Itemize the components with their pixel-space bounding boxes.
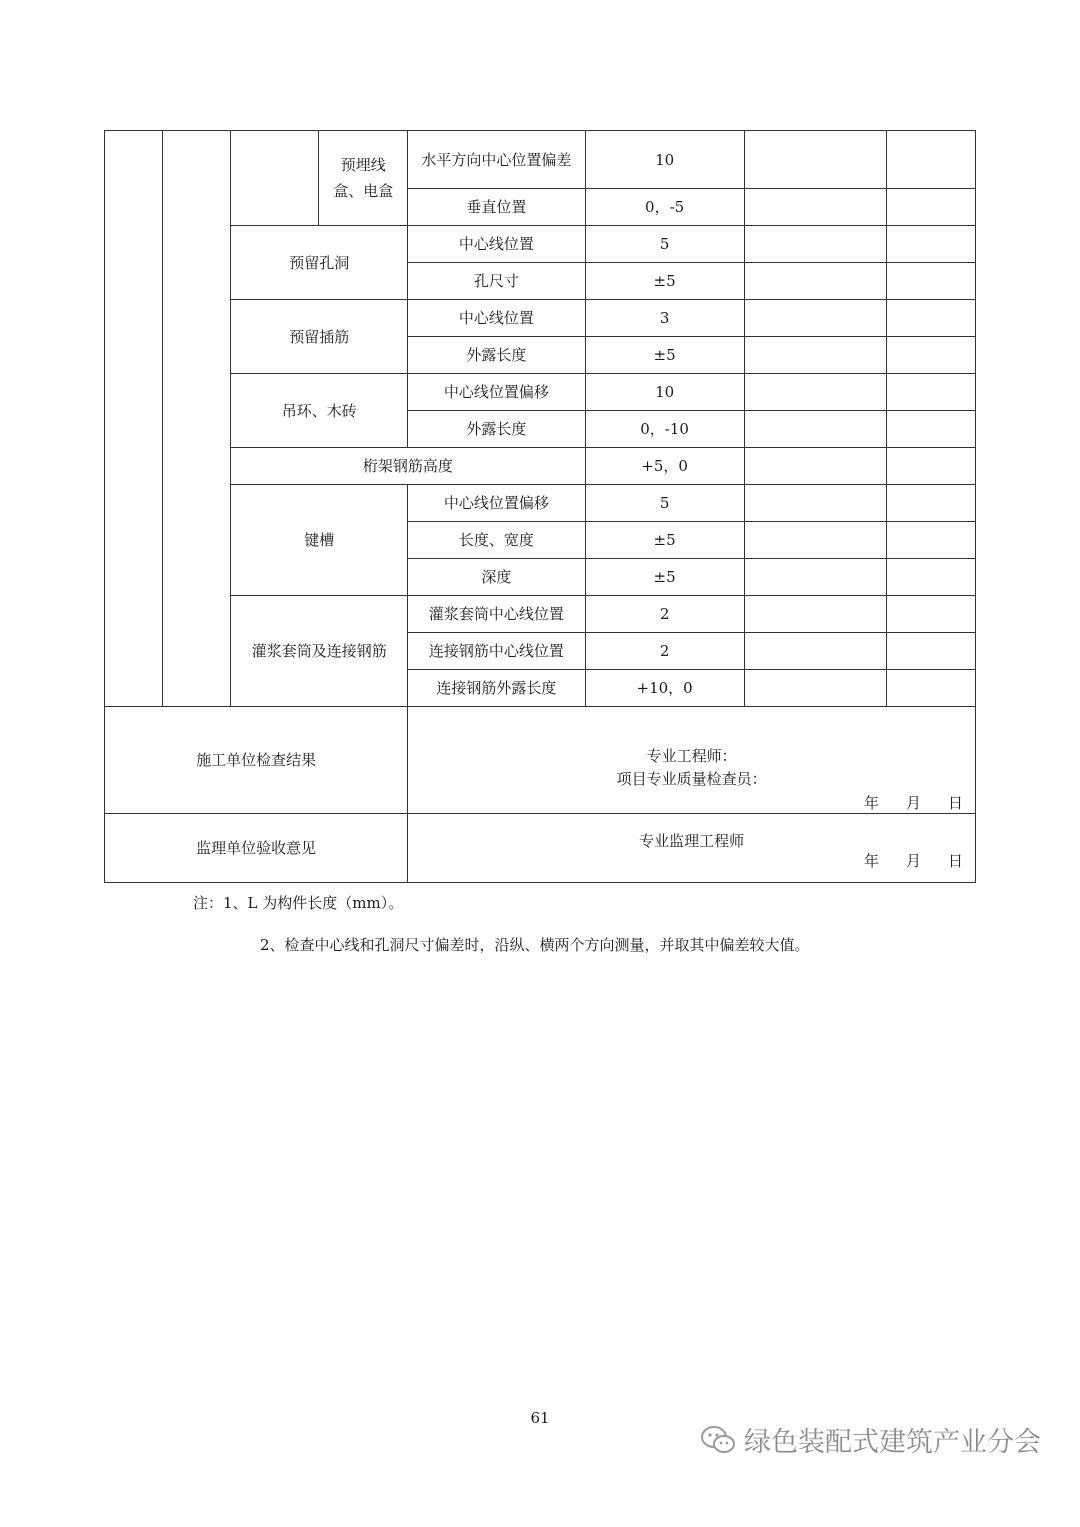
table-row — [105, 300, 976, 337]
measure-cell — [744, 559, 886, 596]
supervision-signature-cell — [408, 814, 976, 883]
item-cell: 中心线位置 — [408, 300, 585, 337]
measure-cell — [744, 485, 886, 522]
result-cell — [886, 131, 975, 189]
result-cell — [886, 337, 975, 374]
item-cell: 中心线位置偏移 — [408, 485, 585, 522]
item-cell: 灌浆套筒中心线位置 — [408, 596, 585, 633]
item-cell: 孔尺寸 — [408, 263, 585, 300]
construction-result-row — [105, 707, 976, 814]
measure-cell — [744, 670, 886, 707]
tolerance-cell: 10 — [585, 374, 744, 411]
result-cell — [886, 559, 975, 596]
tolerance-cell: 0，-5 — [585, 189, 744, 226]
item-cell: 垂直位置 — [408, 189, 585, 226]
watermark — [700, 1420, 1041, 1459]
result-cell — [886, 448, 975, 485]
supervision-row — [105, 814, 976, 883]
tolerance-cell: ±5 — [585, 337, 744, 374]
measure-cell — [744, 300, 886, 337]
result-cell — [886, 411, 975, 448]
tolerance-cell: +10，0 — [585, 670, 744, 707]
page-number: 61 — [530, 1409, 550, 1427]
table-row — [105, 596, 976, 633]
table-row — [105, 374, 976, 411]
measure-cell — [744, 448, 886, 485]
result-cell — [886, 596, 975, 633]
construction-signers — [408, 745, 975, 791]
day-label: 日 — [947, 794, 963, 812]
item-cell: 长度、宽度 — [408, 522, 585, 559]
year-label: 年 — [863, 794, 879, 812]
tolerance-cell: +5，0 — [585, 448, 744, 485]
wechat-icon — [700, 1425, 736, 1455]
note-1: 注：1、L 为构件长度（mm）。 — [193, 894, 404, 912]
result-cell — [886, 670, 975, 707]
tolerance-cell: 0，-10 — [585, 411, 744, 448]
group-cell: 桁架钢筋高度 — [231, 448, 585, 485]
tolerance-cell: 3 — [585, 300, 744, 337]
measure-cell — [744, 596, 886, 633]
tolerance-cell: ±5 — [585, 263, 744, 300]
result-cell — [886, 300, 975, 337]
result-cell — [886, 522, 975, 559]
item-cell: 连接钢筋中心线位置 — [408, 633, 585, 670]
measure-cell — [744, 411, 886, 448]
group-cell: 预留孔洞 — [231, 226, 408, 300]
supervision-engineer-label: 专业监理工程师 — [639, 832, 745, 850]
measure-cell — [744, 374, 886, 411]
day-label: 日 — [947, 852, 963, 870]
item-cell: 外露长度 — [408, 411, 585, 448]
result-cell — [886, 633, 975, 670]
tolerance-cell: ±5 — [585, 522, 744, 559]
blank-cell — [231, 131, 319, 226]
construction-label: 施工单位检查结果 — [105, 707, 408, 814]
tolerance-cell: 5 — [585, 226, 744, 263]
item-cell: 连接钢筋外露长度 — [408, 670, 585, 707]
inspector-label: 项目专业质量检查员： — [616, 770, 767, 788]
item-cell: 中心线位置偏移 — [408, 374, 585, 411]
blank-cell — [105, 131, 163, 707]
table-row — [105, 448, 976, 485]
item-cell: 中心线位置 — [408, 226, 585, 263]
group-cell: 预留插筋 — [231, 300, 408, 374]
result-cell — [886, 189, 975, 226]
tolerance-cell: 2 — [585, 596, 744, 633]
measure-cell — [744, 189, 886, 226]
table-row — [105, 226, 976, 263]
watermark-text: 绿色装配式建筑产业分会 — [744, 1427, 1041, 1458]
measure-cell — [744, 263, 886, 300]
blank-cell — [163, 131, 231, 707]
result-cell — [886, 263, 975, 300]
tolerance-cell: 2 — [585, 633, 744, 670]
group-embedded-box: 预埋线盒、电盒 — [319, 131, 408, 226]
table-row — [105, 131, 976, 189]
table-row — [105, 485, 976, 522]
measure-cell — [744, 337, 886, 374]
measure-cell — [744, 522, 886, 559]
supervision-label: 监理单位验收意见 — [105, 814, 408, 883]
item-cell: 外露长度 — [408, 337, 585, 374]
group-cell: 键槽 — [231, 485, 408, 596]
year-label: 年 — [863, 852, 879, 870]
measure-cell — [744, 633, 886, 670]
group-cell: 灌浆套筒及连接钢筋 — [231, 596, 408, 707]
month-label: 月 — [905, 852, 921, 870]
result-cell — [886, 226, 975, 263]
tolerance-cell: 5 — [585, 485, 744, 522]
result-cell — [886, 485, 975, 522]
tolerance-cell: ±5 — [585, 559, 744, 596]
item-cell: 深度 — [408, 559, 585, 596]
engineer-label: 专业工程师： — [646, 747, 737, 765]
result-cell — [886, 374, 975, 411]
measure-cell — [744, 226, 886, 263]
measure-cell — [744, 131, 886, 189]
month-label: 月 — [905, 794, 921, 812]
tolerance-cell: 10 — [585, 131, 744, 189]
inspection-table — [104, 130, 976, 883]
note-2: 2、检查中心线和孔洞尺寸偏差时，沿纵、横两个方向测量，并取其中偏差较大值。 — [260, 936, 810, 954]
group-cell: 吊环、木砖 — [231, 374, 408, 448]
construction-signature-cell — [408, 707, 976, 814]
item-cell: 水平方向中心位置偏差 — [408, 131, 585, 189]
date-line — [864, 848, 963, 874]
date-line — [864, 790, 963, 816]
